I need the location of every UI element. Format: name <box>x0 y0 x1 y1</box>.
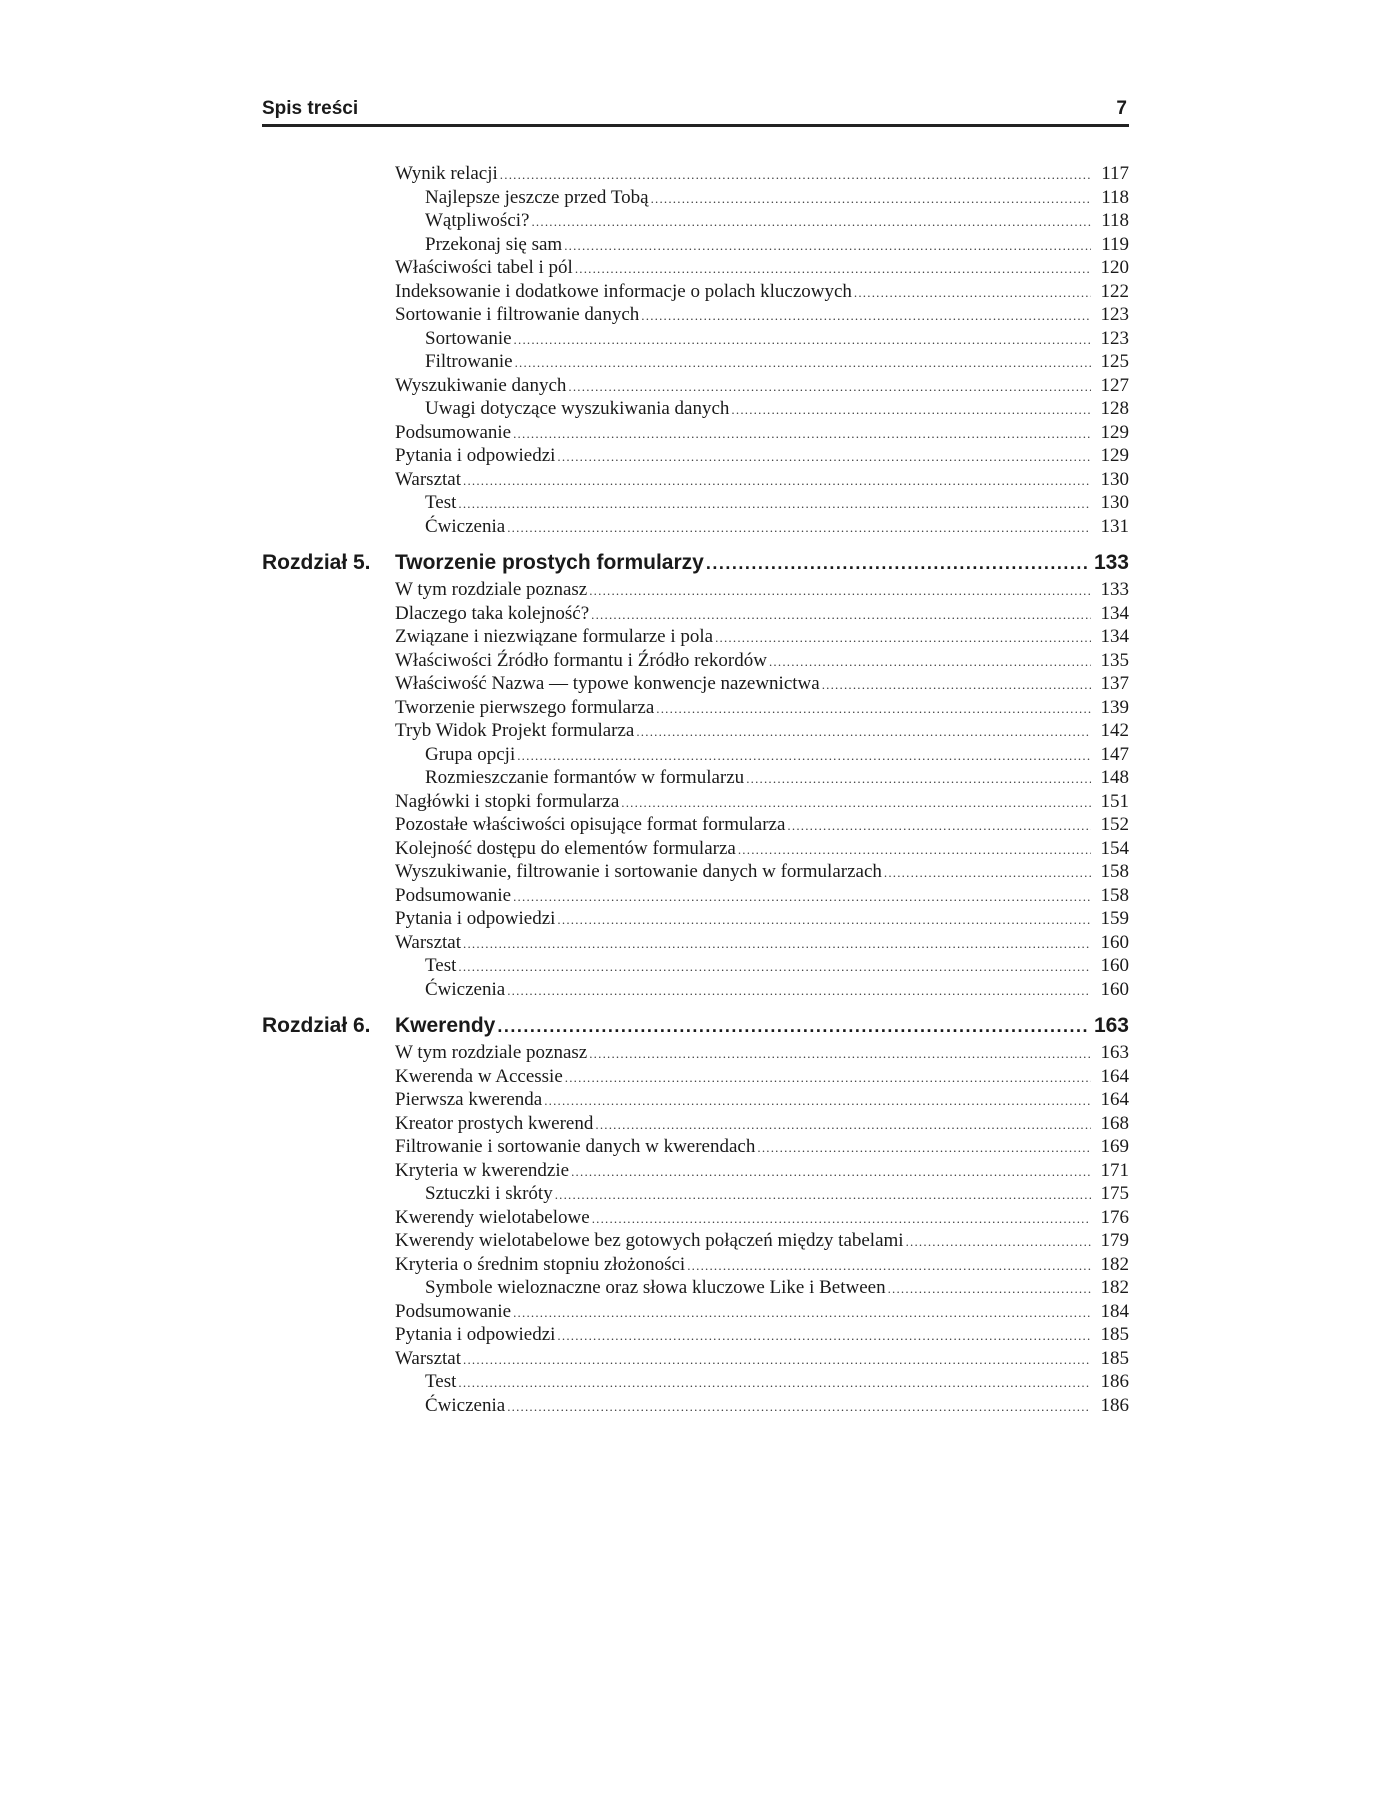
entry-title: Pytania i odpowiedzi <box>395 1324 556 1345</box>
entry-leader <box>395 1065 1091 1089</box>
dot-leader <box>513 422 1091 445</box>
toc-entry <box>262 696 1129 720</box>
entry-title: Kryteria w kwerendzie <box>395 1159 570 1181</box>
entry-page-number: 169 <box>1100 1136 1129 1157</box>
toc-entry <box>262 1112 1129 1136</box>
dot-leader <box>575 257 1091 280</box>
dot-leader <box>507 1395 1091 1418</box>
entry-leader <box>395 162 1091 186</box>
toc-entry <box>262 578 1129 602</box>
entry-title: Wyszukiwanie, filtrowanie i sortowanie danych w formularzach <box>395 861 882 882</box>
entry-page-number: 139 <box>1100 696 1129 718</box>
dot-leader <box>589 1042 1091 1065</box>
dot-leader <box>463 932 1091 955</box>
chapter-number: Rozdział 6. <box>262 1014 371 1037</box>
entry-page-number: 185 <box>1100 1324 1129 1345</box>
toc-entry <box>262 813 1129 837</box>
entry-title: Pierwsza kwerenda <box>395 1089 543 1110</box>
entry-leader <box>425 1182 1091 1206</box>
entry-page-number: 182 <box>1100 1277 1129 1298</box>
chapter-page-number: 133 <box>1093 551 1129 574</box>
entry-leader <box>425 491 1091 515</box>
entry-title: Test <box>425 492 457 513</box>
dot-leader <box>463 469 1091 492</box>
entry-page-number: 163 <box>1100 1042 1129 1063</box>
dot-leader <box>591 603 1091 626</box>
toc-entry <box>262 1300 1129 1324</box>
dot-leader <box>513 1301 1091 1324</box>
toc-chapter-heading <box>262 1011 1129 1041</box>
entry-title: Ćwiczenia <box>425 1394 506 1416</box>
entry-page-number: 158 <box>1100 884 1129 906</box>
entry-leader <box>395 719 1091 743</box>
entry-page-number: 160 <box>1100 978 1129 1000</box>
entry-page-number: 164 <box>1100 1089 1129 1110</box>
entry-page-number: 120 <box>1100 257 1129 278</box>
entry-page-number: 159 <box>1100 908 1129 929</box>
toc-entry <box>262 1159 1129 1183</box>
toc-entry <box>262 672 1129 696</box>
toc-entry <box>262 303 1129 327</box>
entry-page-number: 164 <box>1100 1065 1129 1087</box>
entry-page-number: 186 <box>1100 1394 1129 1416</box>
entry-title: Warsztat <box>395 468 461 490</box>
entry-title: Wątpliwości? <box>425 210 530 231</box>
dot-leader <box>544 1089 1091 1112</box>
entry-leader <box>395 790 1091 814</box>
entry-page-number: 134 <box>1100 602 1129 624</box>
entry-page-number: 160 <box>1100 955 1129 976</box>
toc-entry <box>262 790 1129 814</box>
entry-page-number: 160 <box>1100 931 1129 953</box>
dot-leader <box>592 1207 1091 1230</box>
entry-page-number: 130 <box>1100 468 1129 490</box>
entry-leader <box>395 303 1091 327</box>
entry-title: Właściwość Nazwa — typowe konwencje nazewnictwa <box>395 673 820 694</box>
entry-page-number: 137 <box>1100 673 1129 694</box>
entry-page-number: 158 <box>1100 861 1129 882</box>
dot-leader <box>731 398 1091 421</box>
entry-title: Rozmieszczanie formantów w formularzu <box>425 767 745 788</box>
toc-entry <box>262 649 1129 673</box>
toc-entry <box>262 625 1129 649</box>
entry-leader <box>395 1135 1091 1159</box>
toc-entry <box>262 1347 1129 1371</box>
entry-page-number: 118 <box>1101 186 1129 208</box>
entry-title: Związane i niezwiązane formularze i pola <box>395 626 714 647</box>
entry-title: Tryb Widok Projekt formularza <box>395 720 635 741</box>
entry-leader <box>395 421 1091 445</box>
dot-leader <box>738 838 1091 861</box>
dot-leader <box>500 163 1091 186</box>
entry-leader <box>395 837 1091 861</box>
table-of-contents <box>262 162 1129 1417</box>
header-page-number: 7 <box>1116 98 1127 119</box>
entry-title: Pozostałe właściwości opisujące format formularza <box>395 814 786 835</box>
toc-entry <box>262 280 1129 304</box>
toc-chapter-heading <box>262 548 1129 578</box>
entry-page-number: 142 <box>1100 720 1129 741</box>
entry-leader <box>395 1347 1091 1371</box>
entry-title: Właściwości Źródło formantu i Źródło rekordów <box>395 649 767 671</box>
toc-entry <box>262 1229 1129 1253</box>
entry-leader <box>425 954 1091 978</box>
entry-leader <box>425 766 1091 790</box>
dot-leader <box>557 445 1091 468</box>
entry-leader <box>395 625 1091 649</box>
dot-leader <box>458 1371 1091 1394</box>
entry-leader <box>425 350 1091 374</box>
entry-title: Pytania i odpowiedzi <box>395 445 556 466</box>
entry-leader <box>395 578 1091 602</box>
dot-leader <box>906 1230 1091 1253</box>
entry-page-number: 152 <box>1100 814 1129 835</box>
entry-page-number: 171 <box>1100 1159 1129 1181</box>
entry-title: Najlepsze jeszcze przed Tobą <box>425 186 649 208</box>
entry-page-number: 123 <box>1100 304 1129 325</box>
entry-page-number: 175 <box>1100 1183 1129 1204</box>
chapter-title: Kwerendy <box>395 1014 496 1037</box>
toc-subentry <box>262 1394 1129 1418</box>
toc-entry <box>262 374 1129 398</box>
entry-leader <box>425 1276 1091 1300</box>
entry-page-number: 154 <box>1100 837 1129 859</box>
dot-leader <box>746 767 1091 790</box>
dot-leader <box>555 1183 1091 1206</box>
toc-subentry <box>262 743 1129 767</box>
toc-subentry <box>262 978 1129 1002</box>
entry-leader <box>395 1088 1091 1112</box>
dot-leader <box>557 908 1091 931</box>
entry-leader <box>395 1323 1091 1347</box>
entry-title: Wynik relacji <box>395 163 498 184</box>
dot-leader <box>715 626 1091 649</box>
entry-page-number: 168 <box>1100 1112 1129 1134</box>
entry-title: Tworzenie pierwszego formularza <box>395 696 655 718</box>
dot-leader <box>515 351 1091 374</box>
entry-title: Ćwiczenia <box>425 978 506 1000</box>
entry-title: Kreator prostych kwerend <box>395 1112 594 1134</box>
dot-leader <box>497 1011 1087 1041</box>
entry-page-number: 129 <box>1100 421 1129 443</box>
running-header <box>262 96 1129 127</box>
entry-leader <box>425 515 1091 539</box>
dot-leader <box>463 1348 1091 1371</box>
entry-page-number: 184 <box>1100 1300 1129 1322</box>
toc-subentry <box>262 766 1129 790</box>
dot-leader <box>757 1136 1091 1159</box>
entry-leader <box>425 233 1091 257</box>
toc-entry <box>262 1041 1129 1065</box>
chapter-number: Rozdział 5. <box>262 551 371 574</box>
entry-leader <box>395 860 1091 884</box>
dot-leader <box>557 1324 1091 1347</box>
dot-leader <box>564 234 1091 257</box>
entry-title: Filtrowanie i sortowanie danych w kwerendach <box>395 1136 756 1157</box>
toc-subentry <box>262 1276 1129 1300</box>
entry-page-number: 122 <box>1100 280 1129 302</box>
toc-entry <box>262 468 1129 492</box>
toc-subentry <box>262 327 1129 351</box>
entry-title: Podsumowanie <box>395 884 512 906</box>
entry-page-number: 119 <box>1101 233 1129 255</box>
entry-title: Symbole wieloznaczne oraz słowa kluczowe Like i Between <box>425 1277 886 1298</box>
toc-entry <box>262 1088 1129 1112</box>
entry-title: Test <box>425 955 457 976</box>
entry-page-number: 117 <box>1101 163 1129 184</box>
entry-page-number: 176 <box>1100 1206 1129 1228</box>
dot-leader <box>458 955 1091 978</box>
entry-page-number: 135 <box>1100 649 1129 671</box>
entry-title: Indeksowanie i dodatkowe informacje o polach kluczowych <box>395 280 852 302</box>
dot-leader <box>621 791 1091 814</box>
entry-leader <box>425 1394 1091 1418</box>
entry-title: Podsumowanie <box>395 421 512 443</box>
entry-title: Grupa opcji <box>425 743 516 765</box>
entry-title: W tym rozdziale poznasz <box>395 579 588 600</box>
entry-title: Kwerendy wielotabelowe <box>395 1206 590 1228</box>
entry-leader <box>395 256 1091 280</box>
dot-leader <box>888 1277 1091 1300</box>
toc-subentry <box>262 233 1129 257</box>
entry-leader <box>395 1206 1091 1230</box>
toc-entry <box>262 1253 1129 1277</box>
entry-leader <box>395 602 1091 626</box>
dot-leader <box>595 1113 1091 1136</box>
entry-page-number: 151 <box>1100 790 1129 812</box>
entry-title: Nagłówki i stopki formularza <box>395 790 620 812</box>
entry-page-number: 148 <box>1100 767 1129 788</box>
dot-leader <box>571 1160 1091 1183</box>
entry-title: Uwagi dotyczące wyszukiwania danych <box>425 398 730 419</box>
dot-leader <box>641 304 1091 327</box>
entry-leader <box>395 672 1091 696</box>
entry-page-number: 123 <box>1100 327 1129 349</box>
entry-leader <box>395 1300 1091 1324</box>
entry-title: Podsumowanie <box>395 1300 512 1322</box>
entry-leader <box>395 1112 1091 1136</box>
dot-leader <box>656 697 1091 720</box>
entry-title: Warsztat <box>395 931 461 953</box>
toc-subentry <box>262 350 1129 374</box>
entry-title: Sortowanie i filtrowanie danych <box>395 304 640 325</box>
entry-title: Test <box>425 1371 457 1392</box>
entry-leader <box>395 468 1091 492</box>
entry-title: Filtrowanie <box>425 351 513 372</box>
chapter-title: Tworzenie prostych formularzy <box>395 551 704 574</box>
toc-subentry <box>262 954 1129 978</box>
entry-leader <box>395 374 1091 398</box>
entry-title: Ćwiczenia <box>425 515 506 537</box>
entry-leader <box>425 209 1091 233</box>
toc-subentry <box>262 515 1129 539</box>
entry-title: Kolejność dostępu do elementów formularza <box>395 837 736 859</box>
toc-entry <box>262 931 1129 955</box>
entry-leader <box>395 931 1091 955</box>
toc-entry <box>262 907 1129 931</box>
dot-leader <box>513 885 1091 908</box>
entry-leader <box>395 444 1091 468</box>
toc-entry <box>262 860 1129 884</box>
dot-leader <box>706 548 1087 578</box>
dot-leader <box>636 720 1091 743</box>
dot-leader <box>589 579 1091 602</box>
toc-entry <box>262 162 1129 186</box>
entry-page-number: 128 <box>1100 398 1129 419</box>
entry-page-number: 185 <box>1100 1347 1129 1369</box>
dot-leader <box>507 516 1091 539</box>
entry-title: Przekonaj się sam <box>425 233 563 255</box>
toc-entry <box>262 1206 1129 1230</box>
entry-leader <box>395 696 1091 720</box>
toc-subentry <box>262 209 1129 233</box>
dot-leader <box>651 187 1091 210</box>
dot-leader <box>458 492 1091 515</box>
dot-leader <box>854 281 1091 304</box>
entry-page-number: 186 <box>1100 1371 1129 1392</box>
toc-subentry <box>262 1370 1129 1394</box>
entry-page-number: 130 <box>1100 492 1129 513</box>
chapter-leader <box>395 1011 1087 1041</box>
entry-title: Wyszukiwanie danych <box>395 374 567 396</box>
toc-entry <box>262 837 1129 861</box>
entry-leader <box>395 1253 1091 1277</box>
toc-entry <box>262 421 1129 445</box>
toc-entry <box>262 719 1129 743</box>
toc-subentry <box>262 491 1129 515</box>
entry-page-number: 118 <box>1101 210 1129 231</box>
toc-entry <box>262 1323 1129 1347</box>
toc-entry <box>262 1135 1129 1159</box>
entry-leader <box>395 1229 1091 1253</box>
toc-entry <box>262 444 1129 468</box>
entry-page-number: 179 <box>1100 1230 1129 1251</box>
dot-leader <box>822 673 1091 696</box>
entry-title: Pytania i odpowiedzi <box>395 908 556 929</box>
dot-leader <box>514 328 1091 351</box>
entry-page-number: 131 <box>1100 515 1129 537</box>
entry-title: Kwerenda w Accessie <box>395 1065 563 1087</box>
dot-leader <box>884 861 1091 884</box>
chapter-leader <box>395 548 1087 578</box>
toc-entry <box>262 884 1129 908</box>
entry-title: Właściwości tabel i pól <box>395 257 573 278</box>
entry-leader <box>395 884 1091 908</box>
toc-entry <box>262 1065 1129 1089</box>
chapter-page-number: 163 <box>1093 1014 1129 1037</box>
entry-leader <box>395 1041 1091 1065</box>
toc-subentry <box>262 1182 1129 1206</box>
entry-leader <box>395 907 1091 931</box>
dot-leader <box>787 814 1091 837</box>
dot-leader <box>517 744 1091 767</box>
entry-title: Sortowanie <box>425 327 512 349</box>
entry-leader <box>425 397 1091 421</box>
entry-page-number: 182 <box>1100 1253 1129 1275</box>
entry-leader <box>425 978 1091 1002</box>
entry-leader <box>425 327 1091 351</box>
entry-title: Sztuczki i skróty <box>425 1183 553 1204</box>
entry-page-number: 127 <box>1100 374 1129 396</box>
toc-subentry <box>262 186 1129 210</box>
entry-page-number: 147 <box>1100 743 1129 765</box>
entry-leader <box>425 186 1091 210</box>
entry-title: Kryteria o średnim stopniu złożoności <box>395 1253 686 1275</box>
entry-title: Warsztat <box>395 1347 461 1369</box>
dot-leader <box>769 650 1091 673</box>
toc-entry <box>262 256 1129 280</box>
entry-page-number: 129 <box>1100 445 1129 466</box>
entry-page-number: 134 <box>1100 626 1129 647</box>
entry-leader <box>395 649 1091 673</box>
entry-page-number: 125 <box>1100 351 1129 372</box>
dot-leader <box>507 979 1091 1002</box>
entry-title: W tym rozdziale poznasz <box>395 1042 588 1063</box>
entry-page-number: 133 <box>1100 579 1129 600</box>
entry-leader <box>395 1159 1091 1183</box>
entry-title: Kwerendy wielotabelowe bez gotowych połączeń między tabelami <box>395 1230 904 1251</box>
header-section-title: Spis treści <box>262 98 359 119</box>
entry-leader <box>395 813 1091 837</box>
dot-leader <box>568 375 1091 398</box>
dot-leader <box>565 1066 1091 1089</box>
entry-title: Dlaczego taka kolejność? <box>395 602 590 624</box>
toc-entry <box>262 602 1129 626</box>
entry-leader <box>425 1370 1091 1394</box>
dot-leader <box>687 1254 1091 1277</box>
dot-leader <box>531 210 1091 233</box>
toc-subentry <box>262 397 1129 421</box>
entry-leader <box>425 743 1091 767</box>
entry-leader <box>395 280 1091 304</box>
